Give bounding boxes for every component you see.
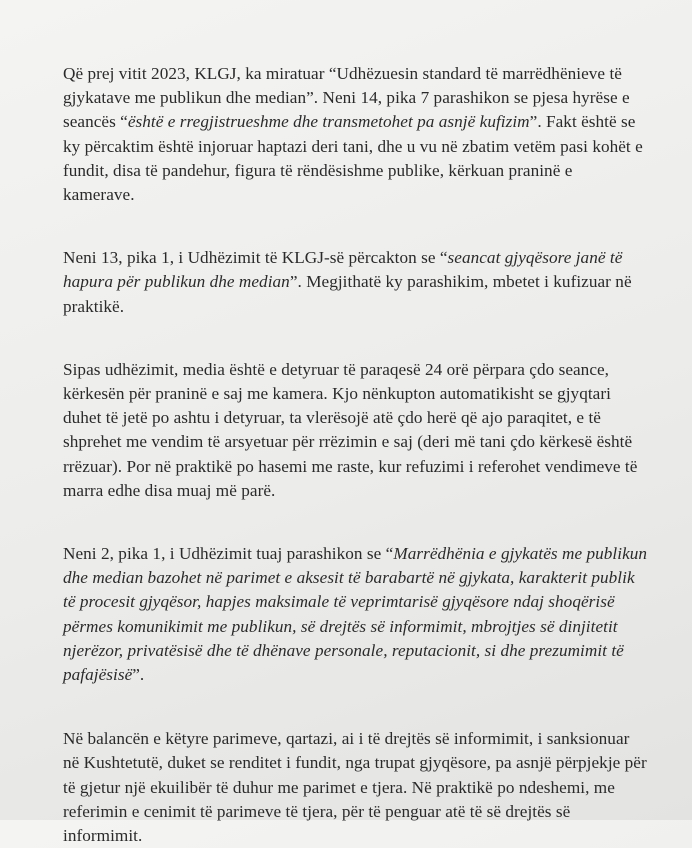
italic-quote: është e rregjistrueshme dhe transmetohet pa asnjë kufizim (127, 112, 530, 132)
paragraph-media-request (63, 358, 648, 503)
text-segment: Që prej vitit 2023, KLGJ, ka miratuar “Udhëzuesin standard të marrëdhënieve të gjykatave me publikun dhe median”. Neni 14, pika 7 parashikon se pjesa hyrëse e seancës “ (63, 64, 630, 132)
text-segment: Neni 13, pika 1, i Udhëzimit të KLGJ-së përcakton se “ (63, 248, 448, 268)
italic-quote: seancat gjyqësore janë të hapura për publikun dhe median (63, 248, 623, 292)
paragraph-balance-principles (63, 727, 648, 848)
text-segment: Në balancën e këtyre parimeve, qartazi, ai i të drejtës së informimit, i sanksionuar në Kushtetutë, duket se renditet i fundit, nga trupat gjyqësore, pa asnjë përpjekje për të gjetur një ekuilibër të duhur me parimet e tjera. Në praktikë po ndeshemi, me referimin e cenimit të parimeve të tjera, për të penguar atë të së drejtës së informimit. (63, 729, 647, 846)
paragraph-article-13 (63, 246, 648, 319)
text-segment: ”. Fakt është se ky përcaktim është injoruar haptazi deri tani, dhe u vu në zbatim vetëm pasi kohët e fundit, disa të pandehur, figura të rëndësishme publike, kërkuan praninë e kamerave. (63, 112, 643, 205)
paragraph-klgj-guide (63, 62, 648, 207)
paragraph-article-2 (63, 542, 648, 687)
italic-quote: Marrëdhënia e gjykatës me publikun dhe median bazohet në parimet e aksesit të barabartë në gjykata, karakterit publik të procesit gjyqësor, hapjes maksimale të veprimtarisë gjyqësore ndaj shoqërisë përmes komunikimit me publikun, së drejtës së informimit, mbrojtjes së dinjitetit njerëzor, privatësisë dhe të dhënave personale, reputacionit, si dhe prezumimit të pafajësisë (63, 544, 648, 685)
text-segment: ”. (132, 665, 145, 685)
text-segment: Neni 2, pika 1, i Udhëzimit tuaj parashikon se “ (63, 544, 394, 564)
text-segment: ”. Megjithatë ky parashikim, mbetet i kufizuar në praktikë. (63, 272, 632, 316)
text-segment: Sipas udhëzimit, media është e detyruar të paraqesë 24 orë përpara çdo seance, kërkesën për praninë e saj me kamera. Kjo nënkupton automatikisht se gjyqtari duhet të jetë po ashtu i detyruar, ta vlerësojë atë çdo herë që ajo paraqitet, e të shprehet me vendim të arsyetuar për rrëzimin e saj (deri më tani çdo kërkesë është rrëzuar). Por në praktikë po hasemi me raste, kur refuzimi i referohet vendimeve të marra edhe disa muaj më parë. (63, 359, 638, 500)
